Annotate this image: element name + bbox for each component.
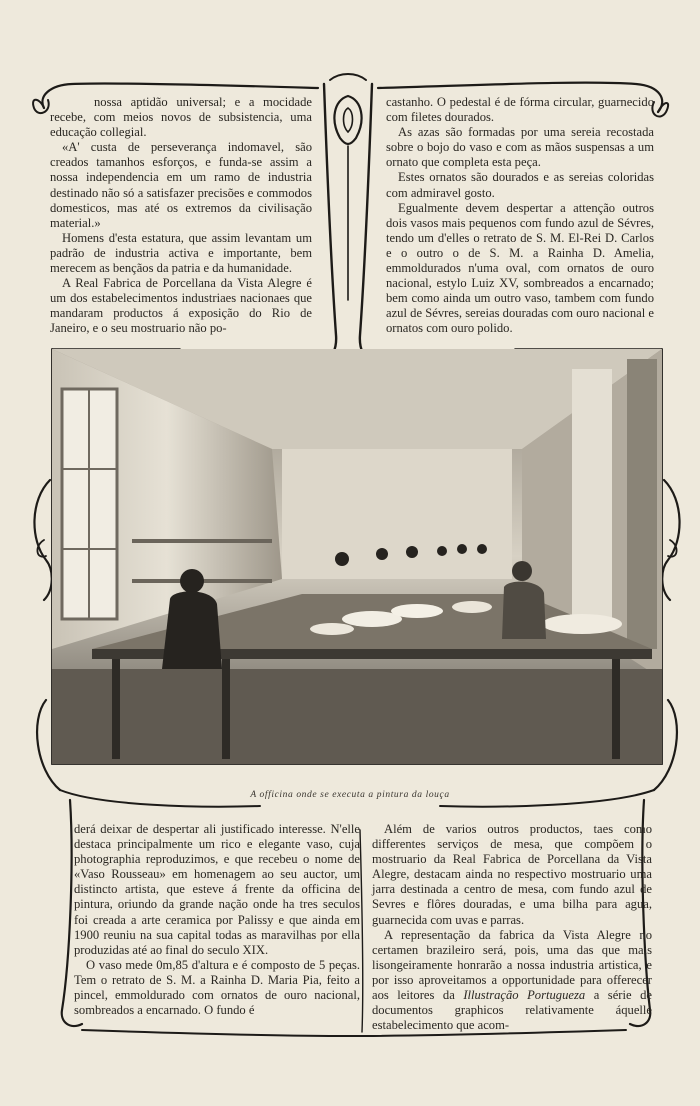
paragraph: O vaso mede 0m,85 d'altura e é composto de 5 peças. Tem o retrato de S. M. a Rainha D. Maria Pia, feito a pincel, emmoldurado com ornatos de ouro nacional, sombreados a encarnado. O fundo é xyxy=(74,957,360,1018)
column-bottom-left xyxy=(74,822,360,1018)
paragraph-text: A representação da fabrica da Vista Alegre no certamen brazileiro será, pois, uma das que mais lisongeiramente honrarão a nossa industria artistica, e por isso aproveitamos a opportunidade para offerecer aos leitores da xyxy=(372,927,652,1003)
paragraph: castanho. O pedestal é de fórma circular, guarnecido com filetes dourados. xyxy=(386,95,654,125)
paragraph xyxy=(372,928,652,1034)
paragraph: Homens d'esta estatura, que assim levantam um padrão de industria activa e importante, bem merecem as bençãos da patria e da humanidade. xyxy=(50,230,312,276)
paragraph: Egualmente devem despertar a attenção outros dois vasos mais pequenos com fundo azul de Sévres, tendo um d'elles o retrato de S. M. El-Rei D. Carlos e o outro o de S. M. a Rainha D. Amelia, emmoldurados n'uma oval, com ornatos de ouro nacional, estylo Luiz XV, sombreados a encarnado; bem como ainda um outro vaso, tambem com fundo azul de Sévres, sereias douradas com ouro nacional e ornatos com ouro polido. xyxy=(386,200,654,336)
photo-caption: A officina onde se executa a pintura da louça xyxy=(250,790,450,800)
paragraph: As azas são formadas por uma sereia recostada sobre o bojo do vaso e com as mãos suspensas a um ornato que completa esta peça. xyxy=(386,125,654,170)
paragraph: Além de varios outros productos, taes como differentes serviços de mesa, que compõem o mostruario da Real Fabrica de Porcellana da Vista Alegre, destacam ainda no respectivo mostruario uma jarra destinada a centro de mesa, com fundo azul de Sevres e flôres douradas, e uma bilha para agua, guarnecida com uvas e parras. xyxy=(372,822,652,927)
paragraph: A Real Fabrica de Porcellana da Vista Alegre é um dos estabelecimentos industriaes nacionaes que mandaram productos á exposição do Rio de Janeiro, e o seu mostruario não po- xyxy=(50,276,312,336)
paragraph: derá deixar de despertar ali justificado interesse. N'elle destaca principalmente um rico e elegante vaso, cuja photographia reproduzimos, e que recebeu o nome de «Vaso Rousseau» em homenagem ao seu auctor, um distincto artista, que esteve á frente da officina de pintura, oriundo da grande nação onde ha tres seculos foi creada a arte ceramica por Palissy e que ainda em 1900 reuniu na sua capital todas as maravilhas por ella produzidas até ao final do seculo XIX. xyxy=(74,822,360,957)
workshop-photo xyxy=(52,349,662,764)
paragraph: Estes ornatos são dourados e as sereias coloridas com admiravel gosto. xyxy=(386,170,654,200)
column-top-right xyxy=(386,95,654,337)
paragraph: nossa aptidão universal; e a mocidade recebe, com meios novos de subsistencia, uma educação collegial. xyxy=(50,95,312,140)
column-top-left xyxy=(50,95,312,337)
column-bottom-right xyxy=(372,822,652,1033)
paragraph-tail: a série de documentos graphicos relativamente áquelle estabelecimento que acom- xyxy=(372,988,652,1033)
paragraph: «A' custa de perseverança indomavel, são creados tamanhos esforços, e funda-se assim a nossa independencia em um ramo de industria destinado não só a satisfazer precisões e commodos domesticos, mas até os extremos da civilisação material.» xyxy=(50,140,312,230)
magazine-title: Illustração Portugueza xyxy=(463,988,586,1003)
